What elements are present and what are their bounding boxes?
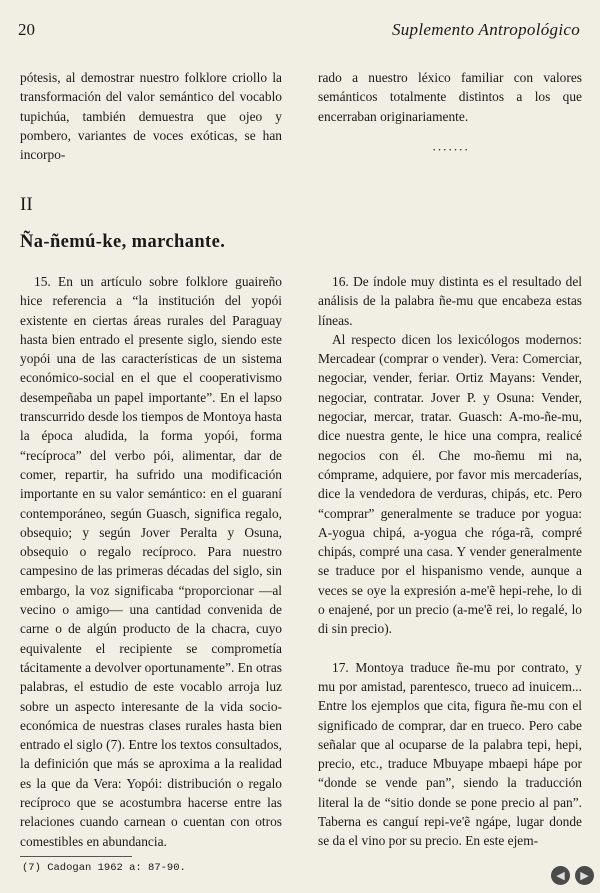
- footnote-rule: [20, 856, 132, 857]
- section-title: Ña-ñemú-ke, marchante.: [20, 232, 226, 252]
- previous-page-icon[interactable]: ◀: [551, 866, 570, 885]
- paragraph-16: 16. De índole muy distinta es el resultado del análisis de la palabra ñe-mu que encabeza estas líneas.: [318, 274, 582, 328]
- paragraph-16-continued: Al respecto dicen los lexicólogos modernos: Mercadear (comprar o vender). Vera: Comerciar, negociar, vender, feriar. Ortiz Mayans: Vender, negociar, contratar. Jover P. y Osuna: Vender, negociar, mercar, tratar. Guasch: A-mo-ñe-mu, dice nuestra gente, le hice una compra, realicé negocios con él. Che mo-ñemu mi na, cómprame, adquiere, por favor mis mercaderías, dice la vendedora de verduras, chipás, etc. Pero “comprar” generalmente se traduce por yogua: A-yogua chipá, a-yogua che róga-rã, compré chipás, compré una casa. Y vender generalmente se traduce por el hispanismo vende, aunque a veces se oye la expresión a-me'ẽ hepi-rehe, lo di o enajené, por un precio (a-me'ẽ rei, lo regalé, lo di sin precio).: [318, 331, 582, 637]
- paragraph-17: 17. Montoya traduce ñe-mu por contrato, y mu por amistad, parentesco, trueco ad inuicem... Entre los ejemplos que cita, figura ñe-mu con el significado de comprar, dar en trueco. Pero cabe señalar que al ocuparse de la palabra tepi, hepi, precio, etc., traduce Mbuyape mbaepi hápe por “donde se vende pan”, siendo la traducción literal la de “sitio donde se pone precio al pan”. Taberna es canguí repi-ve'ẽ ngápe, lugar donde se da el vino por su precio. En este ejem-: [318, 659, 582, 849]
- paragraph-15: 15. En un artículo sobre folklore guaireño hice referencia a “la institución del yopói existente en ciertas áreas rurales del Paraguay hasta bien entrado el presente siglo, siendo este yopói una de las características de un sistema económico-social en el que el cooperativismo desempeñaba un papel importante”. En el lapso transcurrido desde los tiempos de Montoya hasta la época aludida, la forma yopói, forma “recíproca” del verbo pói, alimentar, dar de comer, repartir, ha sufrido una modificación importante en su valor semántico: en el guaraní contemporáneo, según Guasch, significa regalo, obsequio; y según Jover Peralta y Osuna, obsequio o regalo recíproco. Para nuestro campesino de las primeras décadas del siglo, sin embargo, la voz significaba “proporcionar —al vecino o amigo— una cantidad convenida de carne o de algún producto de la chacra, cuyo equivalente el recipiente se comprometía tácitamente a devolver oportunamente”. En otras palabras, el estudio de este vocablo arroja luz sobre un aspecto interesante de la vida socio-económica de nuestras clases rurales hasta bien entrado el siglo (7). Entre los textos consultados, la definición que más se aproxima a la realidad es la que da Vera: Yopói: distribución o regalo recíproco que se acostumbra hacerse entre las relaciones cuando carnean o cuentan con otros comestibles en abundancia.: [20, 274, 282, 849]
- left-column: [20, 272, 282, 851]
- page-navigation: [551, 866, 594, 885]
- top-left-text: [20, 68, 282, 164]
- footnote: (7) Cadogan 1962 a: 87-90.: [22, 862, 186, 874]
- section-number: II: [20, 194, 33, 215]
- page-number: 20: [18, 20, 35, 39]
- next-page-icon[interactable]: ▶: [575, 866, 594, 885]
- separator-dots: ·······: [432, 142, 470, 157]
- running-head: Suplemento Antropológico: [391, 20, 580, 39]
- top-right-text: [318, 68, 582, 126]
- right-column: [318, 272, 582, 851]
- top-left-paragraph: pótesis, al demostrar nuestro folklore criollo la transformación del valor semántico del vocablo tupichúa, también demuestra que ojeo y pombero, variantes de voces exóticas, se han incorpo-: [20, 70, 282, 163]
- top-right-paragraph: rado a nuestro léxico familiar con valores semánticos totalmente distintos a los que encerraban originariamente.: [318, 70, 582, 124]
